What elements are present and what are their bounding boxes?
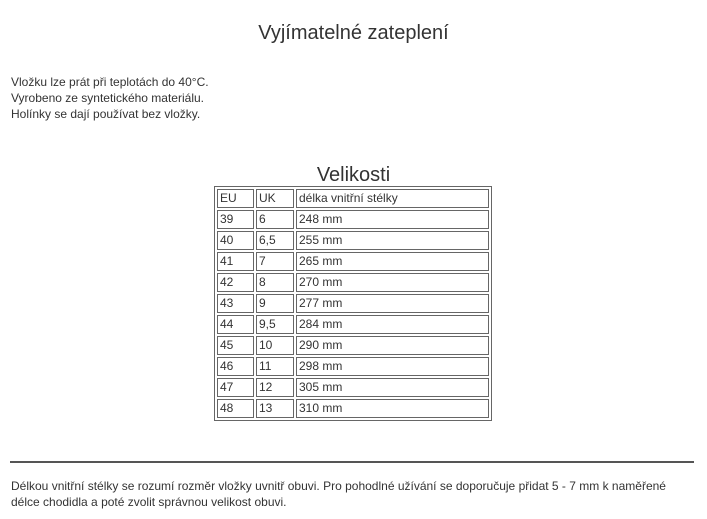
table-row <box>217 315 489 334</box>
table-row <box>217 336 489 355</box>
cell-length: 255 mm <box>296 231 489 250</box>
cell-eu: 39 <box>217 210 254 229</box>
table-row <box>217 378 489 397</box>
cell-uk: 7 <box>256 252 294 271</box>
cell-uk: 12 <box>256 378 294 397</box>
cell-eu: 41 <box>217 252 254 271</box>
cell-uk: 6 <box>256 210 294 229</box>
cell-uk: 10 <box>256 336 294 355</box>
cell-eu: 46 <box>217 357 254 376</box>
cell-length: 298 mm <box>296 357 489 376</box>
cell-uk: 9,5 <box>256 315 294 334</box>
table-row <box>217 399 489 418</box>
footer-note: Délkou vnitřní stélky se rozumí rozměr vložky uvnitř obuvi. Pro pohodlné užívání se doporučuje přidat 5 - 7 mm k naměřené délce chodidla a poté zvolit správnou velikost obuvi. <box>11 479 666 509</box>
cell-eu: 47 <box>217 378 254 397</box>
size-table-header-row <box>217 189 489 208</box>
intro-text <box>11 74 209 122</box>
cell-length: 277 mm <box>296 294 489 313</box>
header-eu: EU <box>217 189 254 208</box>
size-table <box>214 186 492 421</box>
intro-line-usage: Holínky se dají používat bez vložky. <box>11 107 201 121</box>
table-row <box>217 210 489 229</box>
cell-length: 248 mm <box>296 210 489 229</box>
intro-line-material: Vyrobeno ze syntetického materiálu. <box>11 91 204 105</box>
table-row <box>217 294 489 313</box>
cell-uk: 11 <box>256 357 294 376</box>
cell-length: 290 mm <box>296 336 489 355</box>
sizes-heading: Velikosti <box>316 164 391 186</box>
cell-length: 270 mm <box>296 273 489 292</box>
cell-eu: 40 <box>217 231 254 250</box>
cell-uk: 13 <box>256 399 294 418</box>
table-row <box>217 273 489 292</box>
cell-length: 284 mm <box>296 315 489 334</box>
cell-eu: 42 <box>217 273 254 292</box>
table-row <box>217 252 489 271</box>
cell-eu: 43 <box>217 294 254 313</box>
page-title: Vyjímatelné zateplení <box>258 22 449 44</box>
table-row <box>217 231 489 250</box>
cell-uk: 6,5 <box>256 231 294 250</box>
cell-eu: 45 <box>217 336 254 355</box>
cell-length: 310 mm <box>296 399 489 418</box>
cell-length: 265 mm <box>296 252 489 271</box>
cell-eu: 48 <box>217 399 254 418</box>
header-insole-length: délka vnitřní stélky <box>296 189 489 208</box>
cell-uk: 8 <box>256 273 294 292</box>
divider <box>10 461 694 463</box>
cell-uk: 9 <box>256 294 294 313</box>
cell-eu: 44 <box>217 315 254 334</box>
table-row <box>217 357 489 376</box>
intro-line-washing: Vložku lze prát při teplotách do 40°C. <box>11 75 209 89</box>
cell-length: 305 mm <box>296 378 489 397</box>
header-uk: UK <box>256 189 294 208</box>
